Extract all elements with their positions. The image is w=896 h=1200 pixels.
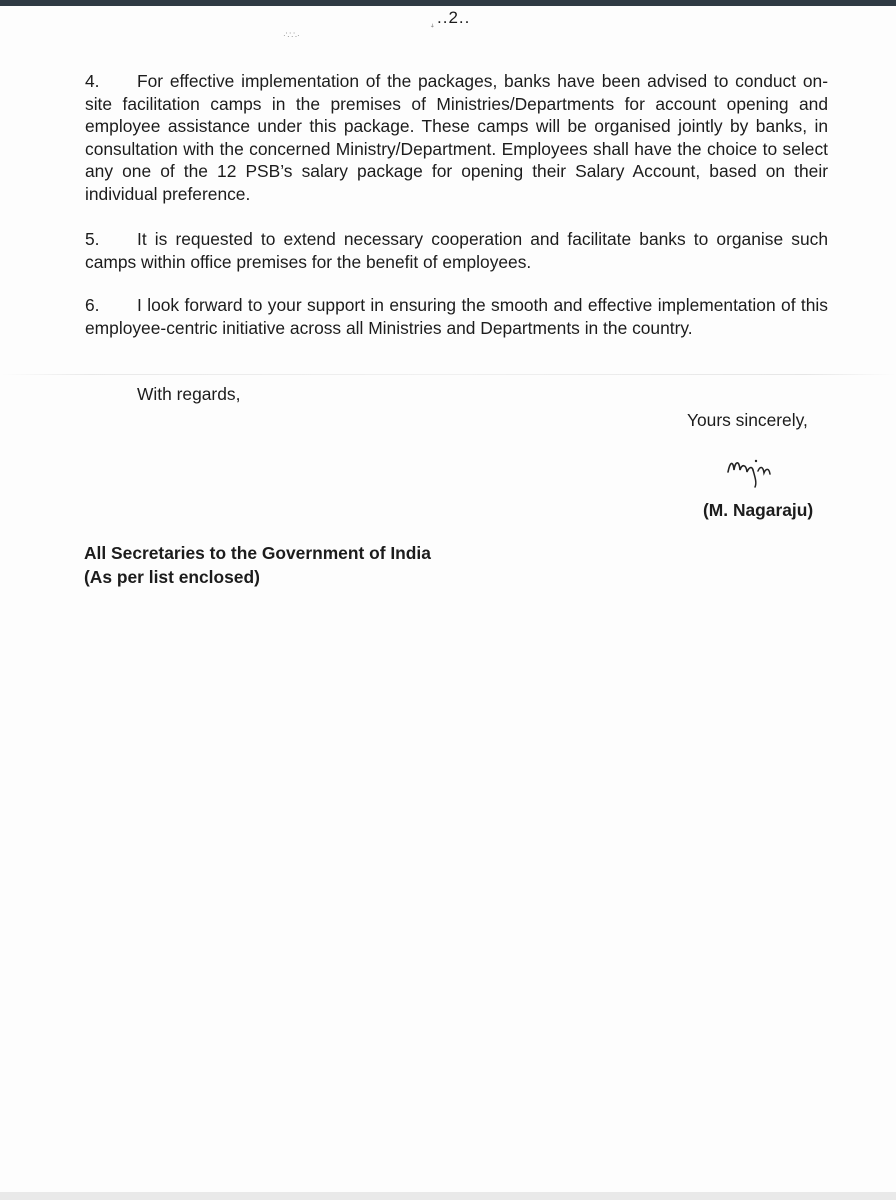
paragraph-5: [85, 228, 828, 273]
page-number-marker: ..2..: [437, 8, 471, 27]
signatory-name: (M. Nagaraju): [703, 500, 814, 520]
paragraph-number: 6.: [85, 295, 100, 315]
letter-page: [0, 6, 896, 1192]
handwritten-signature-icon: [722, 450, 792, 490]
scan-fold-line: [0, 374, 896, 375]
paragraph-text: It is requested to extend necessary cooperation and facilitate banks to organise such camps within office premises for the benefit of employees.: [85, 229, 828, 272]
scan-noise: ∙∵∴∙: [283, 30, 300, 40]
paragraph-text: I look forward to your support in ensuring the smooth and effective implementation of this employee-centric initiative across all Ministries and Departments in the country.: [85, 295, 828, 338]
paragraph-text: For effective implementation of the packages, banks have been advised to conduct on-site facilitation camps in the premises of Ministries/Departments for account opening and employee assistance under this package. These camps will be organised jointly by banks, in consultation with the concerned Ministry/Department. Employees shall have the choice to select any one of the 12 PSB’s salary package for opening their Salary Account, based on their individual preference.: [85, 71, 828, 204]
paragraph-4: [85, 70, 828, 205]
scan-noise: ꜜ: [430, 24, 435, 34]
paragraph-number: 4.: [85, 71, 100, 91]
closing-regards: With regards,: [137, 384, 241, 404]
closing-sincerely: Yours sincerely,: [687, 410, 808, 430]
window-bottom-bar: [0, 1192, 896, 1200]
paragraph-number: 5.: [85, 229, 100, 249]
recipient-line-2: (As per list enclosed): [84, 567, 260, 587]
paragraph-6: [85, 294, 828, 339]
recipient-line-1: All Secretaries to the Government of India: [84, 543, 431, 563]
